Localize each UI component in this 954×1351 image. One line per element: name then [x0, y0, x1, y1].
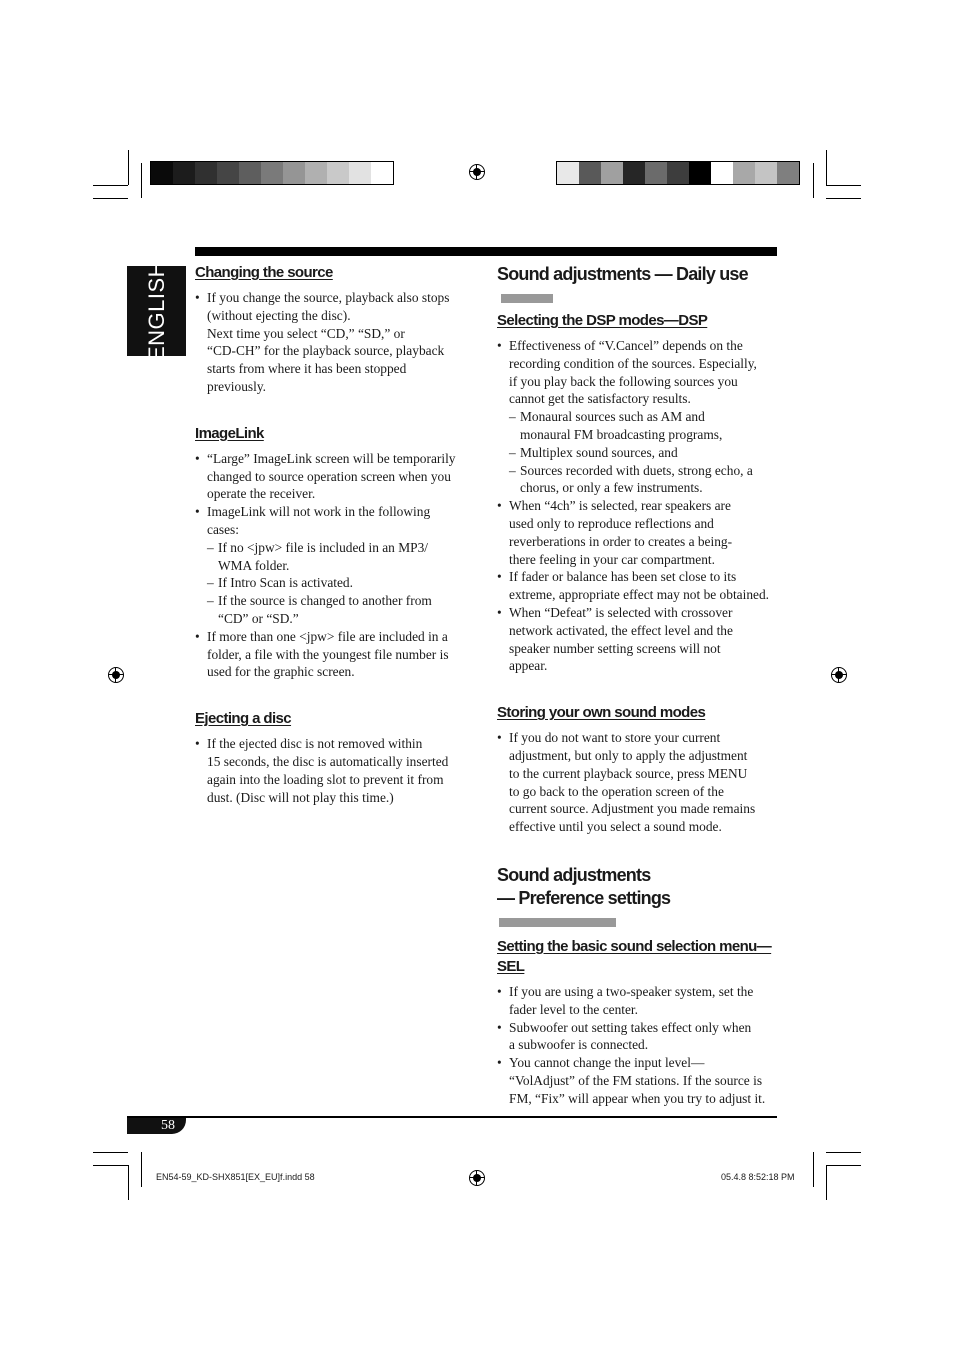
- dash-icon: –: [207, 593, 214, 609]
- section-title-text: Sound adjustments — Daily use: [497, 264, 748, 284]
- text-line: used only to reproduce reflections and: [509, 515, 714, 531]
- bullet-list: [195, 735, 477, 806]
- color-swatch-strip-left: [150, 161, 394, 185]
- text-line: cannot get the satisfactory results.: [509, 391, 691, 407]
- language-tab: [127, 260, 186, 362]
- text-line: (without ejecting the disc).: [207, 307, 351, 323]
- list-item: [195, 503, 477, 628]
- color-swatch-strip-right: [556, 161, 800, 185]
- registration-mark-icon: [108, 667, 124, 683]
- color-swatch: [305, 162, 327, 184]
- registration-mark-icon: [831, 667, 847, 683]
- text-line: Effectiveness of “V.Cancel” depends on the: [509, 338, 743, 353]
- color-swatch: [777, 162, 799, 184]
- sel-section: [497, 937, 779, 1108]
- dash-icon: –: [207, 539, 214, 555]
- registration-mark-icon: [469, 1170, 485, 1186]
- text-line: “CD-CH” for the playback source, playback: [207, 343, 445, 359]
- sub-item-line: [509, 408, 779, 426]
- text-line: changed to source operation screen when you: [207, 468, 451, 484]
- bullet-icon: •: [497, 498, 502, 514]
- language-tab-label: ENGLISH: [143, 260, 169, 362]
- text-line: previously.: [207, 378, 267, 394]
- text-line: adjustment, but only to apply the adjustment: [509, 747, 748, 763]
- sub-item-text: If Intro Scan is activated.: [218, 575, 353, 591]
- color-swatch: [261, 162, 283, 184]
- text-line: effective until you select a sound mode.: [509, 819, 722, 835]
- section-title-line1: Sound adjustments: [497, 864, 651, 885]
- text-line: a subwoofer is connected.: [509, 1037, 649, 1053]
- color-swatch: [173, 162, 195, 184]
- sub-item-text: monaural FM broadcasting programs,: [520, 426, 723, 442]
- text-line: current source. Adjustment you made remains: [509, 801, 756, 817]
- footer-timestamp: 05.4.8 8:52:18 PM: [721, 1172, 795, 1182]
- bullet-list: [497, 983, 779, 1108]
- color-swatch: [733, 162, 755, 184]
- text-line: “VolAdjust” of the FM stations. If the source is: [509, 1072, 763, 1088]
- list-item: [195, 735, 477, 806]
- subsection-heading: Ejecting a disc: [195, 710, 292, 728]
- text-line: speaker number setting screens will not: [509, 640, 721, 656]
- text-line: extreme, appropriate effect may not be obtained.: [509, 587, 770, 603]
- sub-item-text: WMA folder.: [218, 557, 290, 573]
- dash-icon: –: [509, 409, 516, 425]
- list-item: [497, 729, 779, 836]
- list-item: [497, 1054, 779, 1107]
- bullet-icon: •: [497, 604, 502, 620]
- subsection-heading: ImageLink: [195, 424, 264, 442]
- text-line: If you do not want to store your current: [509, 730, 721, 746]
- sub-item-text: If the source is changed to another from: [218, 593, 432, 609]
- list-item: [497, 604, 779, 675]
- list-item: [195, 289, 477, 396]
- color-swatch: [645, 162, 667, 184]
- color-swatch: [327, 162, 349, 184]
- sub-item-line: [509, 444, 779, 462]
- sub-item-line: [207, 610, 477, 628]
- text-line: Subwoofer out setting takes effect only when: [509, 1019, 752, 1035]
- footer-rule: [127, 1116, 777, 1118]
- text-line: 15 seconds, the disc is automatically inserted: [207, 753, 449, 769]
- text-line: ImageLink will not work in the following: [207, 504, 431, 520]
- color-swatch: [711, 162, 733, 184]
- subsection-heading: Changing the source: [195, 264, 333, 281]
- bullet-icon: •: [497, 730, 502, 746]
- page-number-tab: [127, 1118, 186, 1134]
- bullet-icon: •: [497, 983, 502, 999]
- bullet-icon: •: [195, 628, 200, 644]
- list-item: [497, 497, 779, 568]
- title-gray-bar: [501, 294, 553, 303]
- text-line: to go back to the operation screen of the: [509, 783, 724, 799]
- dash-icon: –: [207, 575, 214, 591]
- text-line: there feeling in your car compartment.: [509, 551, 715, 567]
- bullet-icon: •: [195, 450, 200, 466]
- text-line: If fader or balance has been set close to its: [509, 569, 737, 585]
- color-swatch: [601, 162, 623, 184]
- section-title-daily-use: [497, 263, 779, 309]
- text-line: When “4ch” is selected, rear speakers are: [509, 498, 731, 514]
- text-line: if you play back the following sources you: [509, 373, 738, 389]
- color-swatch: [623, 162, 645, 184]
- text-line: starts from where it has been stopped: [207, 361, 407, 377]
- text-line: “Large” ImageLink screen will be temporarily: [207, 450, 456, 466]
- dash-icon: –: [509, 462, 516, 478]
- bullet-icon: •: [195, 736, 200, 752]
- color-swatch: [689, 162, 711, 184]
- text-line: operate the receiver.: [207, 486, 316, 502]
- text-line: network activated, the effect level and the: [509, 622, 733, 638]
- text-line: If you change the source, playback also stops: [207, 290, 450, 305]
- footer-file-info: EN54-59_KD-SHX851[EX_EU]f.indd 58: [156, 1172, 315, 1182]
- sub-item-text: “CD” or “SD.”: [218, 610, 299, 626]
- color-swatch: [239, 162, 261, 184]
- title-gray-bar: [499, 918, 616, 927]
- sub-item-line: [509, 479, 779, 497]
- subsection-heading: Setting the basic sound selection menu—SEL: [497, 937, 772, 975]
- text-line: If you are using a two-speaker system, set the: [509, 983, 754, 999]
- bullet-icon: •: [497, 1055, 502, 1071]
- color-swatch: [557, 162, 579, 184]
- list-item: [497, 1019, 779, 1055]
- bullet-list: [195, 450, 477, 681]
- text-line: again into the loading slot to prevent it from: [207, 771, 444, 787]
- text-line: appear.: [509, 658, 548, 674]
- text-line: FM, “Fix” will appear when you try to adjust it.: [509, 1090, 766, 1106]
- sub-item-line: [207, 557, 477, 575]
- color-swatch: [755, 162, 777, 184]
- color-swatch: [217, 162, 239, 184]
- color-swatch: [283, 162, 305, 184]
- bullet-icon: •: [497, 338, 502, 353]
- sub-item-line: [207, 539, 477, 557]
- sub-item-text: If no <jpw> file is included in an MP3/: [218, 539, 428, 555]
- left-column: [195, 263, 477, 834]
- text-line: If the ejected disc is not removed within: [207, 736, 423, 752]
- subsection-heading: Storing your own sound modes: [497, 704, 706, 722]
- list-item: [195, 628, 477, 681]
- header-rule: [195, 247, 777, 256]
- text-line: folder, a file with the youngest file number is: [207, 646, 449, 662]
- section-title-line2: — Preference settings: [497, 887, 671, 908]
- color-swatch: [349, 162, 371, 184]
- bullet-list: [195, 289, 477, 396]
- list-item: [497, 337, 779, 497]
- list-item: [497, 983, 779, 1019]
- color-swatch: [667, 162, 689, 184]
- sub-item-text: Sources recorded with duets, strong echo, a: [520, 462, 753, 478]
- color-swatch: [151, 162, 173, 184]
- text-line: dust. (Disc will not play this time.): [207, 789, 394, 805]
- text-line: You cannot change the input level—: [509, 1055, 705, 1071]
- section-title-preference: [497, 864, 779, 933]
- registration-mark-icon: [469, 164, 485, 180]
- sub-item-text: chorus, or only a few instruments.: [520, 480, 703, 496]
- text-line: When “Defeat” is selected with crossover: [509, 604, 733, 620]
- sub-item-line: [207, 592, 477, 610]
- bullet-icon: •: [195, 290, 200, 305]
- text-line: If more than one <jpw> file are included in a: [207, 628, 448, 644]
- text-line: reverberations in order to creates a being-: [509, 533, 733, 549]
- color-swatch: [579, 162, 601, 184]
- bullet-list: [497, 729, 779, 836]
- text-line: fader level to the center.: [509, 1001, 639, 1017]
- list-item: [497, 568, 779, 604]
- sub-item-line: [509, 426, 779, 444]
- dash-icon: –: [509, 444, 516, 460]
- sub-item-line: [207, 574, 477, 592]
- bullet-list: [497, 337, 779, 675]
- dsp-section: [497, 311, 779, 675]
- color-swatch: [371, 162, 393, 184]
- store-section: [497, 703, 779, 836]
- list-item: [195, 450, 477, 503]
- bullet-icon: •: [195, 504, 200, 520]
- text-line: Next time you select “CD,” “SD,” or: [207, 325, 405, 341]
- bullet-icon: •: [497, 1019, 502, 1035]
- color-swatch: [195, 162, 217, 184]
- sub-item-text: Monaural sources such as AM and: [520, 409, 705, 425]
- sub-item-text: Multiplex sound sources, and: [520, 444, 678, 460]
- page-number: 58: [161, 1118, 175, 1133]
- bullet-icon: •: [497, 569, 502, 585]
- sub-item-line: [509, 462, 779, 480]
- right-column: [497, 263, 779, 1136]
- text-line: cases:: [207, 521, 239, 537]
- text-line: recording condition of the sources. Especially,: [509, 355, 757, 371]
- subsection-heading: Selecting the DSP modes—DSP: [497, 312, 708, 329]
- text-line: used for the graphic screen.: [207, 664, 355, 680]
- text-line: to the current playback source, press MENU: [509, 765, 748, 781]
